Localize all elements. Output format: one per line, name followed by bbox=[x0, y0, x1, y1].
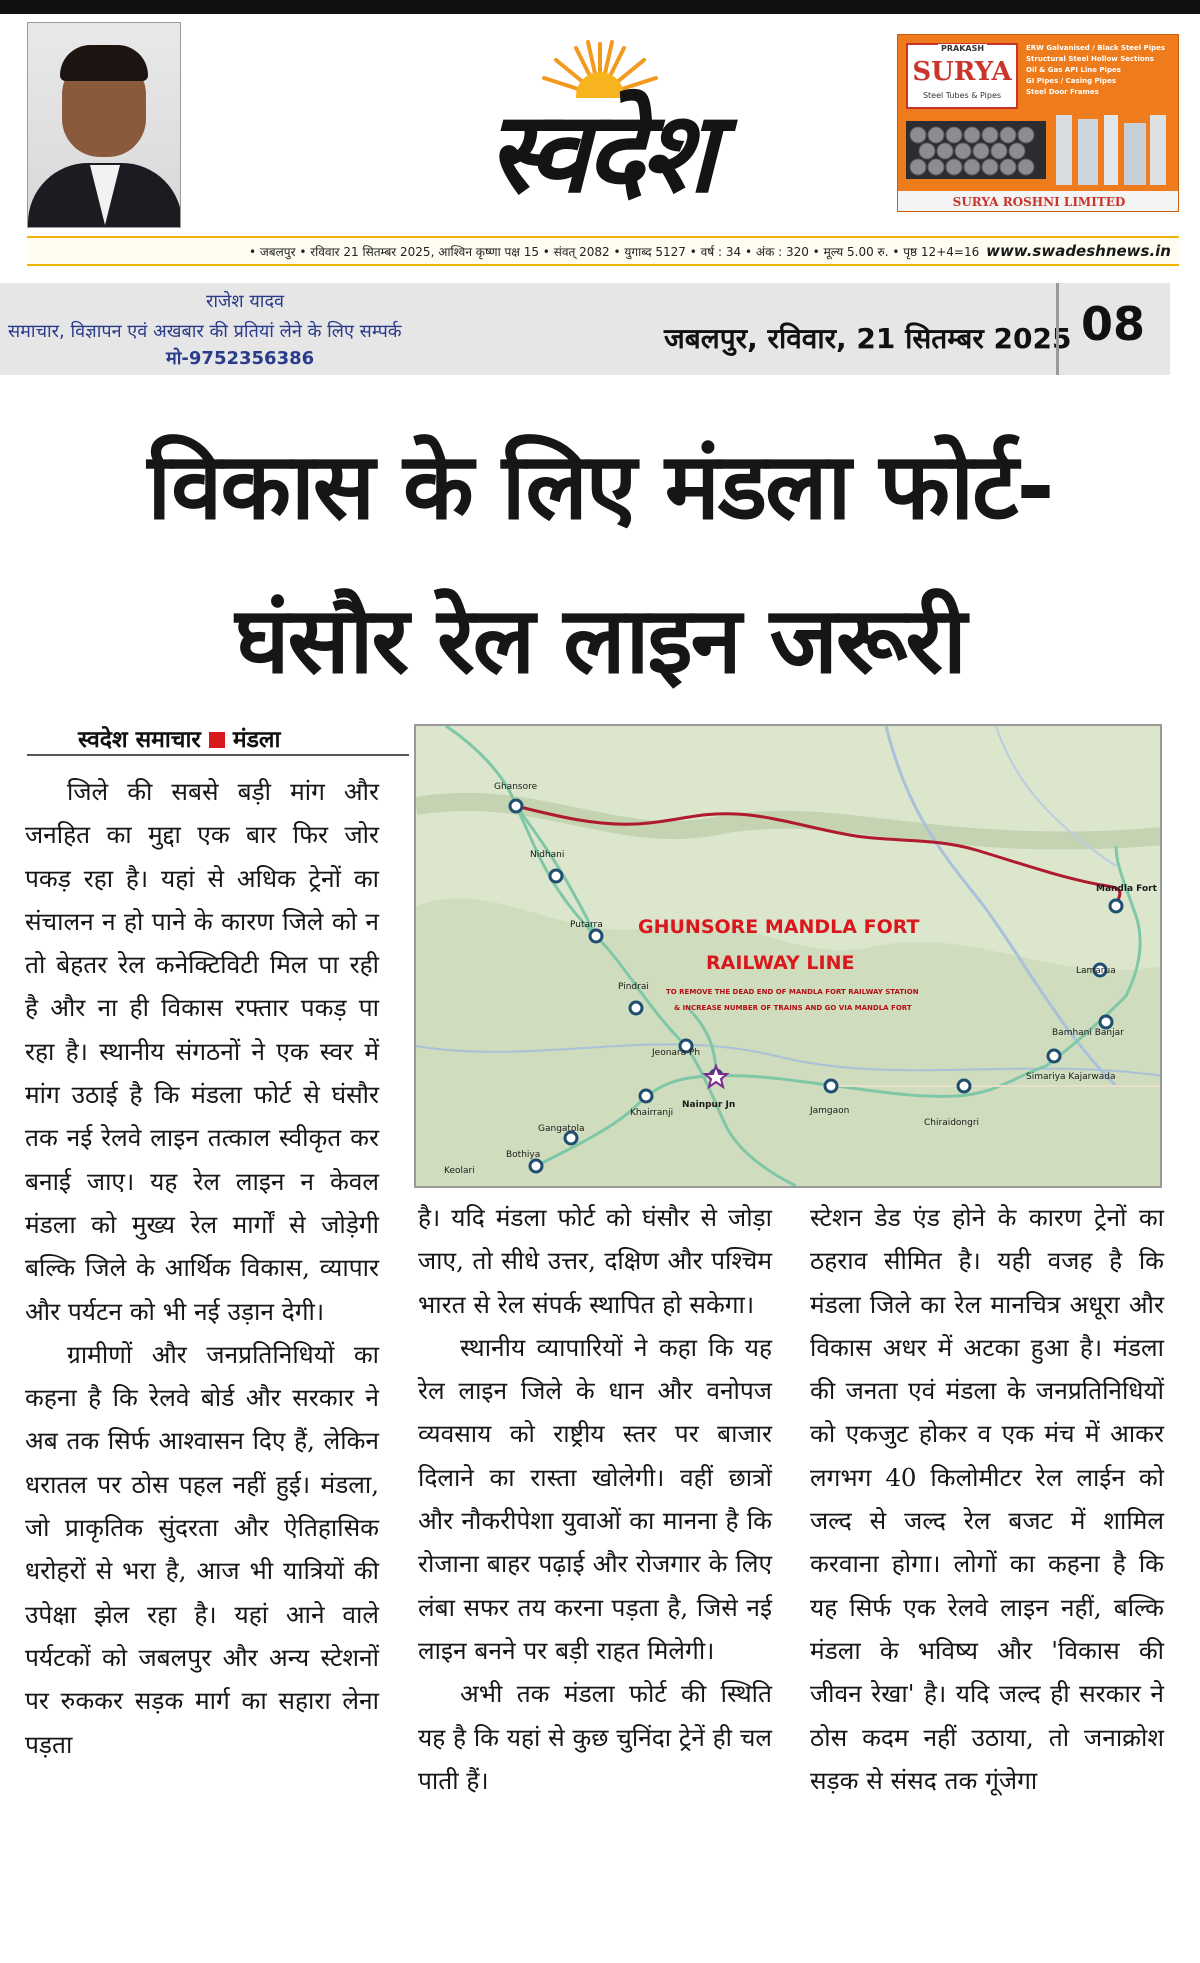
ad-product-item: Oil & Gas API Line Pipes bbox=[1026, 66, 1121, 74]
ad-product-item: Structural Steel Hollow Sections bbox=[1026, 55, 1154, 63]
article-paragraph: अभी तक मंडला फोर्ट की स्थिति यह है कि यहां से कुछ चुनिंदा ट्रेनें ही चल पाती हैं। bbox=[418, 1679, 772, 1795]
ad-footer: SURYA ROSHNI LIMITED bbox=[898, 191, 1179, 212]
steel-pipes-icon bbox=[906, 115, 1172, 185]
station-label: Mandla Fort bbox=[1096, 884, 1157, 894]
article-paragraph: स्टेशन डेड एंड होने के कारण ट्रेनों का ठहराव सीमित है। यही वजह है कि मंडला जिले का रेल मानचित्र अधूरा और विकास अधर में अटका हुआ है। मंडला की जनता एवं मंडला के जनप्रतिनिधियों को एकजुट होकर व एक मंच में आकर लगभग 40 किलोमीटर रेल लाईन को जल्द से जल्द रेल बजट में शामिल करवाना होगा। लोगों का कहना है कि यह सिर्फ एक रेलवे लाइन नहीं, बल्कि मंडला के भविष्य और 'विकास की जीवन रेखा' है। यदि जल्द ही सरकार ने ठोस कदम नहीं उठाया, तो जनाक्रोश सड़क से संसद तक गूंजेगा bbox=[810, 1203, 1164, 1795]
headline-line-2: घंसौर रेल लाइन जरूरी bbox=[235, 587, 965, 694]
reporter-photo bbox=[27, 22, 181, 228]
contact-name: राजेश यादव bbox=[206, 291, 285, 312]
station-label: Nainpur Jn bbox=[682, 1100, 736, 1110]
map-note-line-2: & INCREASE NUMBER OF TRAINS AND GO VIA MANDLA FORT bbox=[674, 1004, 912, 1012]
byline-place: मंडला bbox=[232, 727, 281, 753]
article-paragraph: ग्रामीणों और जनप्रतिनिधियों का कहना है कि रेलवे बोर्ड और सरकार ने अब तक सिर्फ आश्वासन दिए हैं, लेकिन धरातल पर ठोस पहल नहीं हुई। मंडला, जो प्राकृतिक सुंदरता और ऐतिहासिक धरोहरों से भरा है, आज भी यात्रियों की उपेक्षा झेल रहा है। यहां आने वाले पर्यटकों को जबलपुर और अन्य स्टेशनों पर रुककर सड़क मार्ग का सहारा लेना पड़ता bbox=[25, 1339, 379, 1759]
station-label: Khairranji bbox=[630, 1108, 674, 1118]
station-label: Keolari bbox=[444, 1166, 475, 1176]
byline-agency: स्वदेश समाचार bbox=[78, 727, 201, 753]
contact-phone[interactable]: मो-9752356386 bbox=[166, 348, 315, 369]
station-label: Putarra bbox=[570, 920, 603, 930]
station-label: Lamarua bbox=[1076, 966, 1116, 976]
railway-map bbox=[414, 724, 1162, 1188]
ad-product-list bbox=[1026, 43, 1174, 98]
contact-text: समाचार, विज्ञापन एवं अखबार की प्रतियां लेने के लिए सम्पर्क bbox=[8, 321, 402, 342]
station-label: Jamgaon bbox=[810, 1106, 850, 1116]
article-paragraph: स्थानीय व्यापारियों ने कहा कि यह रेल लाइन जिले के धान और वनोपज व्यवसाय को राष्ट्रीय स्तर पर बाजार दिलाने का रास्ता खोलेगी। वहीं छात्रों और नौकरीपेशा युवाओं का मानना है कि रोजाना बाहर पढ़ाई और रोजगार के लिए लंबा सफर तय करना पड़ता है, जिसे नई लाइन बनने पर बड़ी राहत मिलेगी। bbox=[418, 1332, 772, 1665]
newspaper-logo: स्वदेश bbox=[487, 87, 713, 218]
ad-tag: PRAKASH bbox=[938, 44, 987, 53]
map-note-line-1: TO REMOVE THE DEAD END OF MANDLA FORT RAILWAY STATION bbox=[666, 988, 919, 996]
issue-dateline bbox=[27, 236, 1179, 266]
ad-tagline: Steel Tubes & Pipes bbox=[922, 91, 1002, 100]
article-column-1 bbox=[25, 770, 379, 1766]
ad-product-item: Steel Door Frames bbox=[1026, 88, 1099, 96]
article-column-3 bbox=[810, 1196, 1164, 1802]
station-label: Pindrai bbox=[618, 982, 649, 992]
ad-product-item: GI Pipes / Casing Pipes bbox=[1026, 77, 1116, 85]
issue-meta: • जबलपुर • रविवार 21 सितम्बर 2025, आश्विन कृष्णा पक्ष 15 • संवत् 2082 • युगाब्द 5127 • वर्ष : 34 • अंक : 320 • मूल्य 5.00 रु. • पृष्ठ 12+4=16 bbox=[249, 245, 980, 259]
station-label: Nidhani bbox=[530, 850, 565, 860]
byline-square-icon bbox=[209, 732, 225, 748]
byline-divider bbox=[27, 754, 409, 756]
station-label: Jeonara Ph bbox=[652, 1048, 701, 1058]
station-label: Simariya Kajarwada bbox=[1026, 1072, 1116, 1082]
ad-brand: SURYA bbox=[912, 57, 1012, 87]
ad-product-item: ERW Galvanised / Black Steel Pipes bbox=[1026, 44, 1166, 52]
surya-advertisement[interactable] bbox=[897, 34, 1179, 212]
edition-date: जबलपुर, रविवार, 21 सितम्बर 2025 bbox=[664, 322, 1072, 355]
station-label: Chiraidongri bbox=[924, 1118, 980, 1128]
article-column-2 bbox=[418, 1196, 772, 1802]
station-label: Bamhani Banjar bbox=[1052, 1028, 1124, 1038]
headline-line-1: विकास के लिए मंडला फोर्ट- bbox=[147, 433, 1053, 540]
ad-brand-box bbox=[906, 43, 1018, 109]
station-label: Gangatola bbox=[538, 1124, 585, 1134]
masthead bbox=[335, 30, 865, 230]
map-title-line-1: GHUNSORE MANDLA FORT bbox=[638, 916, 920, 938]
page-number: 08 bbox=[1081, 297, 1146, 351]
article-paragraph: जिले की सबसे बड़ी मांग और जनहित का मुद्दा एक बार फिर जोर पकड़ रहा है। यहां से अधिक ट्रेनों का संचालन न हो पाने के कारण जिले को न तो बेहतर रेल कनेक्टिविटी मिल पा रही है और ना ही विकास रफ्तार पकड़ पा रहा है। स्थानीय संगठनों ने एक स्वर में मांग उठाई है कि मंडला फोर्ट से घंसौर तक नई रेलवे लाइन तत्काल स्वीकृत कर बनाई जाए। यह रेल लाइन न केवल मंडला को मुख्य रेल मार्गों से जोड़ेगी बल्कि जिले के आर्थिक विकास, व्यापार और पर्यटन को भी नई उड़ान देगी। bbox=[25, 777, 379, 1326]
article-headline bbox=[0, 410, 1200, 718]
website-link[interactable]: www.swadeshnews.in bbox=[986, 242, 1171, 260]
map-title-line-2: RAILWAY LINE bbox=[706, 952, 855, 974]
page-number-box bbox=[1056, 283, 1170, 375]
top-border bbox=[0, 0, 1200, 14]
info-bar bbox=[0, 283, 1170, 375]
byline bbox=[78, 722, 280, 754]
station-label: Ghansore bbox=[494, 782, 538, 792]
article-paragraph: है। यदि मंडला फोर्ट को घंसौर से जोड़ा जाए, तो सीधे उत्तर, दक्षिण और पश्चिम भारत से रेल संपर्क स्थापित हो सकेगा। bbox=[418, 1203, 772, 1319]
station-label: Bothiya bbox=[506, 1150, 541, 1160]
